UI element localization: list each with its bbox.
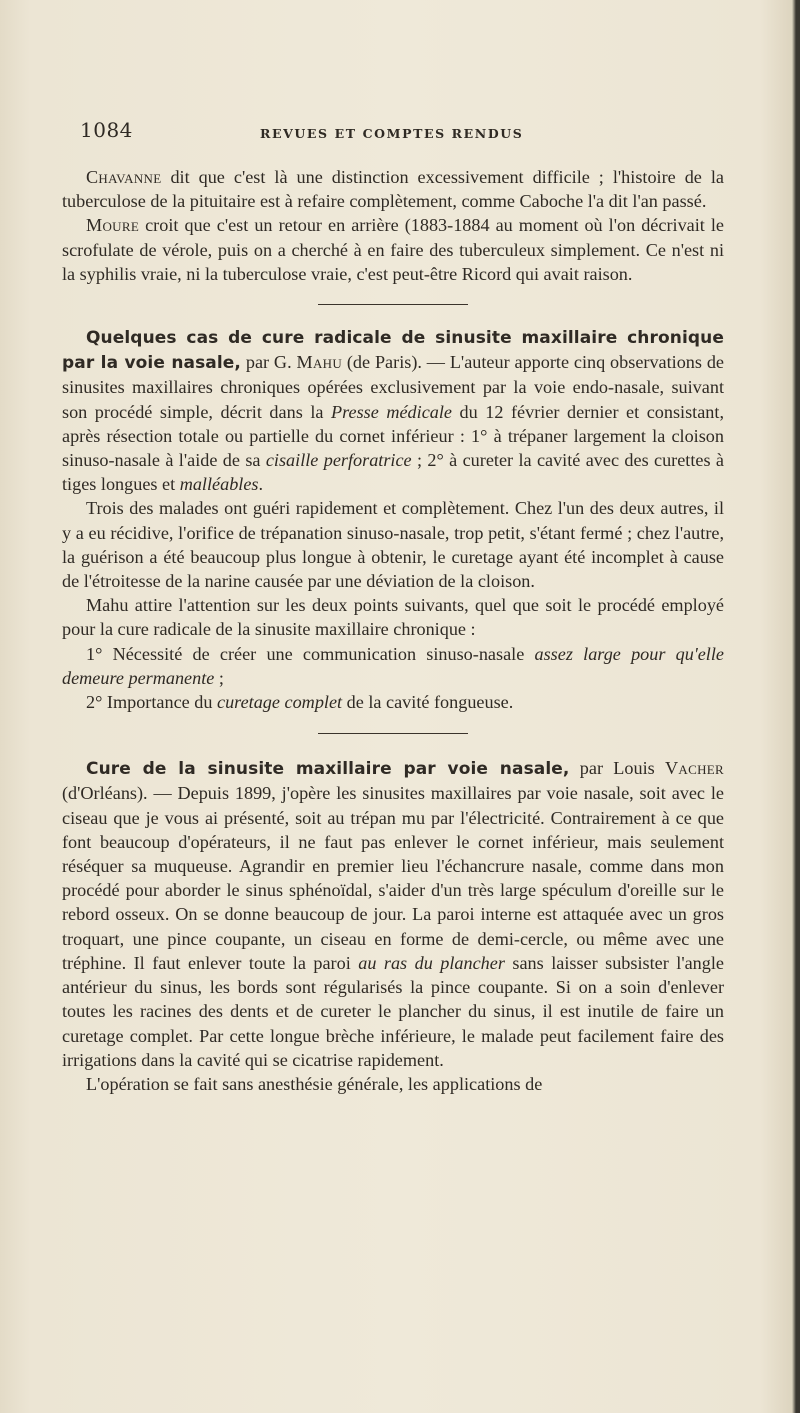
article-1-author: Mahu [296, 352, 343, 373]
paragraph-text: de la cavité fongueuse. [342, 692, 514, 713]
article-1-paragraph-3: Mahu attire l'attention sur les deux points suivants, quel que soit le procédé employé pour la cure radicale de la sinusite maxillaire chronique : [62, 595, 724, 640]
paragraph-text: ; 2° à cureter la cavité avec des curettes à tiges longues et [62, 450, 725, 495]
article-1-paragraph-1 [62, 325, 724, 496]
speaker-name: Chavanne [86, 167, 162, 187]
paragraph-text: . [258, 474, 264, 495]
paragraph-text: 1° Nécessité de créer une communication sinuso-nasale [86, 643, 535, 664]
page-number: 1084 [80, 118, 133, 142]
article-2-author: Vacher [665, 758, 724, 779]
emphasis-text: au ras du plancher [358, 952, 505, 973]
speaker-name: Moure [86, 215, 140, 236]
article-1-point-1 [62, 642, 724, 690]
article-1-title: Quelques cas de cure radicale de sinusite maxillaire chronique par la voie nasale, [62, 328, 724, 374]
paragraph-text: 2° Importance du [86, 692, 218, 713]
emphasis-text: malléables [179, 474, 259, 495]
article-1-paragraph-2: Trois des malades ont guéri rapidement et complètement. Chez l'un des deux autres, il y a eu récidive, l'orifice de trépanation sinuso-nasale, trop petit, s'étant fermé ; chez l'autre, la guérison a été beaucoup plus longue à obtenir, le curetage ayant été incomplet à cause de l'étroitesse de la narine causée par une déviation de la cloison. [62, 498, 724, 592]
section-divider [318, 733, 468, 734]
paragraph-text: du 12 février dernier et consistant, après résection totale ou partielle du cornet inférieur : 1° à trépaner largement la cloison sinuso-nasale à l'aide de sa [62, 401, 725, 471]
running-head [80, 118, 720, 148]
paragraph-text: croit que c'est un retour en arrière (1883-1884 au moment où l'on décrivait le scrofulate de vérole, puis on a cherché à en faire des tuberculeux simplement. Ce n'est ni la syphilis vraie, ni la tuberculose vraie, c'est peut-être Ricord qui avait raison. [62, 215, 724, 284]
byline-text: par Louis [569, 758, 665, 779]
section-divider [318, 304, 468, 305]
paragraph-text: sans laisser subsister l'angle antérieur du sinus, les bords sont régularisés la pince coupante. Si on a soin d'enlever toutes les racines des dents et de cureter le plancher du sinus, il est inutile de faire un curetage complet. Par cette longue brèche inférieure, le malade peut facilement faire des irrigations dans la cavité qui se cicatrise rapidement. [62, 952, 724, 1070]
article-1-point-2 [62, 690, 724, 714]
article-2-paragraph-1 [62, 756, 724, 1072]
instrument-name: cisaille perforatrice [265, 450, 412, 471]
byline-text: par G. [241, 352, 297, 373]
journal-title: REVUES ET COMPTES RENDUS [260, 126, 524, 141]
paragraph-text: dit que c'est là une distinction excessivement difficile ; l'histoire de la tuberculose de la pituitaire est à refaire complètement, comme Caboche l'a dit l'an passé. [62, 167, 724, 212]
emphasis-text: assez large pour qu'elle demeure permanente [62, 643, 724, 688]
paragraph-text: ; [214, 667, 224, 688]
discussion-paragraph-chavanne [62, 165, 724, 213]
page-body [62, 165, 724, 1096]
paragraph-text: (d'Orléans). — Depuis 1899, j'opère les sinusites maxillaires par voie nasale, soit avec le ciseau que je vous ai présenté, soit au trépan mu par l'électricité. Contrairement à ce que font beaucoup d'opérateurs, il ne faut pas enlever le cornet inférieur, mais seulement réséquer sa muqueuse. Agrandir en premier lieu l'échancrure nasale, comme dans mon procédé pour aborder le sinus sphénoïdal, s'aider d'un très large spéculum d'oreille sur le rebord osseux. On se donne beaucoup de jour. La paroi interne est attaquée avec un gros troquart, une pince coupante, un ciseau en forme de demi-cercle, ou même avec une tréphine. Il faut enlever toute la paroi [62, 783, 724, 973]
emphasis-text: curetage complet [217, 692, 343, 713]
journal-reference: Presse médicale [330, 401, 452, 422]
article-2-paragraph-2: L'opération se fait sans anesthésie générale, les applications de [86, 1073, 543, 1094]
article-2-title: Cure de la sinusite maxillaire par voie nasale, [86, 759, 570, 780]
paragraph-text: (de Paris). — L'auteur apporte cinq observations de sinusites maxillaires chroniques opérées exclusivement par la voie endo-nasale, suivant son procédé simple, décrit dans la [62, 352, 725, 422]
discussion-paragraph-moure [62, 213, 724, 286]
